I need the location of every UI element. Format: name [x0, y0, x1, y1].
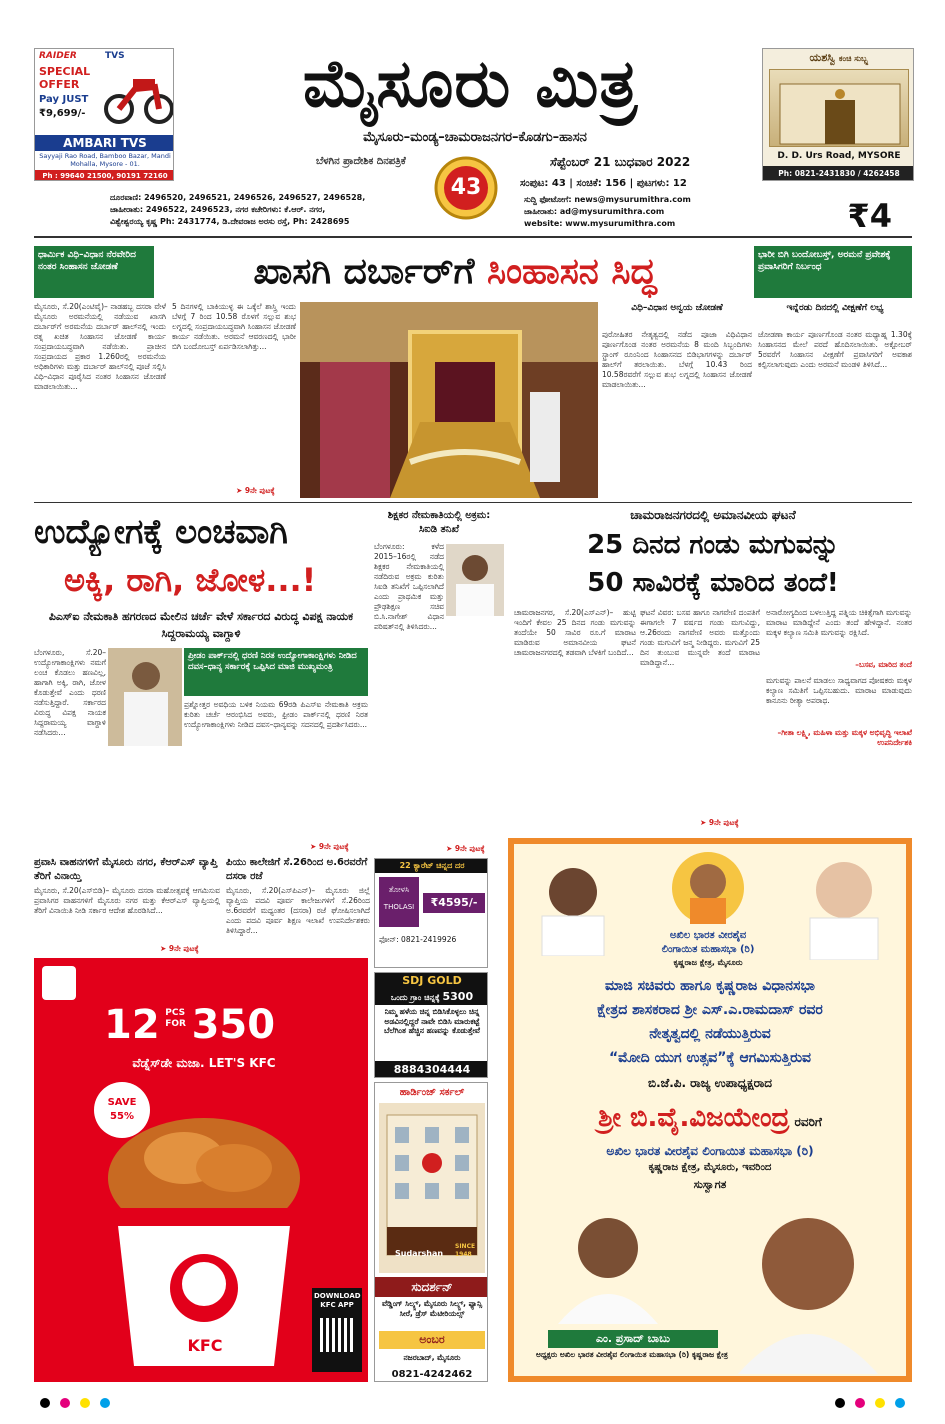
- gold-rate-ad[interactable]: [374, 858, 488, 968]
- masthead-title: ಮೈಸೂರು ಮಿತ್ರ: [302, 45, 639, 122]
- email-line: ಜಾಹೀರಾತು: ad@mysurumithra.com: [524, 207, 665, 216]
- dealer-address: Sayyaji Rao Road, Bamboo Bazar, Mandi Mohalla, Mysore - 01.: [39, 152, 171, 168]
- vijayendra-suffix: ರವರಿಗೆ: [794, 1115, 822, 1129]
- ad-line-4: “ಮೋದಿ ಯುಗ ಉತ್ಸವ”ಕ್ಕೆ ಆಗಮಿಸುತ್ತಿರುವ: [608, 1050, 812, 1066]
- vijayendra-photo: [718, 1194, 898, 1374]
- sudarshan-heading: ಹಾರ್ಡಿಂಜ್ ಸರ್ಕಲ್: [399, 1087, 465, 1098]
- anniversary-emblem: [428, 152, 504, 222]
- gold-ad-contact: ಫೋನ್: 0821-2419926: [379, 935, 457, 944]
- dealer-phone: Ph : 99640 21500, 90191 72160: [35, 170, 174, 181]
- email-line: ಸುದ್ದಿ ಫೋಟೋಗೆ: news@mysurumithra.com: [524, 195, 691, 204]
- kfc-bucket-image: [104, 1108, 304, 1368]
- yashasvi-subtitle: ಕಂಚಿ ಸುಬ್ಬ್ಲ: [838, 54, 869, 63]
- ad-line-6: ಅಖಿಲ ಭಾರತ ವೀರಶೈವ ಲಿಂಗಾಯಿತ ಮಹಾಸಭಾ (ರಿ): [606, 1144, 814, 1158]
- website-line: website: www.mysurumithra.com: [524, 219, 676, 228]
- lead-col-1: ಮೈಸೂರು, ಸೆ.20(ಎಂಟಿವೈ)– ನಾಡಹಬ್ಬ ದಸರಾ ವೇಳೆ ಮೈಸೂರು ಅರಮನೆಯಲ್ಲಿ ನಡೆಯುವ ಖಾಸಗಿ ದರ್ಬಾರ್‌ಗೆ ಅರಮನೆಯ ದರ್ಬಾರ್ ಹಾಲ್‌ನಲ್ಲಿ ಇಂದು ರತ್ನ ಖಚಿತ ಸಿಂಹಾಸನ ಜೋಡಣೆ ಕಾರ್ಯ ಸಂಪ್ರದಾಯಬದ್ಧವಾಗಿ ನಡೆಯಿತು. ಪ್ರಾಚೀನ ಸಂಪ್ರದಾಯದ ಪ್ರಕಾರ 1.260ರಲ್ಲಿ ಅರಮನೆಯ ಅಧಿಕಾರಿಗಳು ಮತ್ತು ದರ್ಬಾರ್ ಹಾಲ್‌ನಲ್ಲಿ ಪೂಜೆ ಸಲ್ಲಿಸಿ ವಿಧಿ–ವಿಧಾನ ಪೂರೈಸಿದ ನಂತರ ಸಿಂಹಾಸನ ಜೋಡಣೆ ಮಾಡಲಾಯಿತು...: [34, 302, 166, 391]
- kfc-save: SAVE 55%: [107, 1097, 137, 1122]
- kfc-tagline: ವೆಡ್ನೆಸ್‌ಡೇ ಮಜಾ. LET'S KFC: [132, 1056, 276, 1070]
- registration-dot: [875, 1398, 885, 1408]
- story3-headline: ಸಿಐಡಿ ತನಿಖೆ: [418, 524, 460, 535]
- offer-price: ₹9,699/-: [39, 108, 86, 119]
- tvs-logo: TVS: [105, 51, 125, 61]
- brief1-body: ಮೈಸೂರು, ಸೆ.20(ಎಸ್‌ಬಿಡಿ)– ಮೈಸೂರು ದಸರಾ ಮಹೋತ್ಸವಕ್ಕೆ ಆಗಮಿಸುವ ಪ್ರವಾಸಿಗರ ವಾಹನಗಳಿಗೆ ಮೈಸೂರು ನಗರ ಮತ್ತು ಕೆಆರ್‌ಎಸ್ ವ್ಯಾಪ್ತಿಯಲ್ಲಿ ತೆರಿಗೆ ವಿನಾಯಿತಿ ನೀಡಿ ಸರ್ಕಾರ ಆದೇಶ ಹೊರಡಿಸಿದೆ...: [34, 886, 220, 915]
- ear-ad-left[interactable]: [34, 48, 174, 181]
- pay-just: Pay JUST: [39, 94, 89, 105]
- story4-quote-1-by: –ಬಸವ, ಮಾರಿದ ತಂದೆ: [855, 660, 912, 669]
- lead-side-text: ಪುರೋಹಿತರ ನೇತೃತ್ವದಲ್ಲಿ ನಡೆದ ಪೂಜಾ ವಿಧಿವಿಧಾನ ಪೂರ್ಣಗೊಂಡ ನಂತರ ಅರಮನೆಯ 8 ಮಂದಿ ಸಿಬ್ಬಂದಿಗಳು ಸ್ಟ್ರಾಂಗ್ ರೂಂನಿಂದ ಸಿಂಹಾಸನದ ಬಿಡಿಭಾಗಗಳನ್ನು ದರ್ಬಾರ್ ಹಾಲ್‌ಗೆ ತರಲಾಯಿತು. ಬೆಳಗ್ಗೆ 10.43 ರಿಂದ 10.58ರವರೆಗೆ ಸಲ್ಲುವ ಶುಭ ಲಗ್ನದಲ್ಲಿ ಸಿಂಹಾಸನ ಜೋಡಣೆ ಮಾಡಲಾಯಿತು...: [602, 330, 752, 389]
- registration-dot: [835, 1398, 845, 1408]
- org-line-1: ಅಖಿಲ ಭಾರತ ವೀರಶೈವ: [669, 930, 747, 941]
- kfc-count: 12: [104, 1002, 160, 1048]
- registration-dot: [895, 1398, 905, 1408]
- brief1-headline: ಪ್ರವಾಸಿ ವಾಹನಗಳಿಗೆ ಮೈಸೂರು ನಗರ, ಕೆಆರ್‌ಎಸ್ ವ್ಯಾಪ್ತಿ ತೆರಿಗೆ ವಿನಾಯ್ತಿ: [34, 857, 218, 882]
- kfc-app: DOWNLOAD KFC APP: [314, 1292, 361, 1309]
- brief2-headline: ಪಿಯು ಕಾಲೇಜಿಗೆ ಸೆ.26ರಿಂದ ಅ.6ರವರೆಗೆ ದಸರಾ ರಜೆ: [226, 857, 368, 882]
- kfc-ad[interactable]: [34, 958, 368, 1382]
- showroom-address: D. D. Urs Road, MYSORE: [777, 151, 901, 161]
- ad-line-2: ಕ್ಷೇತ್ರದ ಶಾಸಕರಾದ ಶ್ರೀ ಎಸ್.ಎ.ರಾಮದಾಸ್ ರವರ: [597, 1002, 823, 1018]
- political-ad[interactable]: [508, 838, 912, 1382]
- sdj-brand: SDJ GOLD: [375, 973, 488, 989]
- email-block: [524, 194, 764, 234]
- registration-dot: [80, 1398, 90, 1408]
- kfc-brand: KFC: [187, 1336, 223, 1355]
- showroom-image: [769, 69, 909, 147]
- story4-quote-2: ಮಗುವನ್ನು ಪಾಲನೆ ಮಾಡಲು ಸಾಧ್ಯವಾಗದ ಪೋಷಕರು ಮಕ್ಕಳ ಕಲ್ಯಾಣ ಸಮಿತಿಗೆ ಒಪ್ಪಿಸಬಹುದು. ಮಾರಾಟ ಮಾಡುವುದು ಕಾನೂನು ರೀತ್ಯಾ ಅಪರಾಧ.: [766, 676, 912, 705]
- sudarshan-phone[interactable]: 0821-4242462: [391, 1369, 473, 1380]
- story3-kicker: ಶಿಕ್ಷಕರ ನೇಮಕಾತಿಯಲ್ಲಿ ಅಕ್ರಮ:: [387, 510, 491, 521]
- registration-dot: [60, 1398, 70, 1408]
- contact-line: ದೂರವಾಣಿ: 2496520, 2496521, 2496526, 2496527, 2496528,: [110, 193, 366, 202]
- kfc-for: FOR: [165, 1019, 186, 1029]
- kfc-price: 350: [191, 1002, 276, 1048]
- sdj-phone[interactable]: 8884304444: [375, 1061, 488, 1078]
- throne-photo: [300, 302, 598, 498]
- sdj-rate: 5300: [442, 990, 474, 1003]
- org-line-2: ಲಿಂಗಾಯಿತ ಮಹಾಸಭಾ (ರಿ): [661, 944, 755, 955]
- tholasi-logo: [379, 877, 419, 927]
- lead-more[interactable]: ➤ 9ನೇ ಪುಟಕ್ಕೆ: [236, 486, 275, 495]
- sudarshan-line: ವೆಡ್ಡಿಂಗ್ ಸಿಲ್ಕ್ಸ್, ಮೈಸೂರು ಸಿಲ್ಕ್ಸ್, ಫ್ಯಾನ್ಸಿ ಸೀರೆ, ಡ್ರೆಸ್ ಮೆಟೀರಿಯಲ್ಸ್: [382, 1299, 482, 1318]
- sudarshan-ad[interactable]: [374, 1082, 488, 1382]
- story4-body-b: ಘಟನೆ ವಿವರ: ಬಸವ ಹಾಗೂ ನಾಗವೇಣಿ ದಂಪತಿಗೆ ಈಗಾಗಲೇ 7 ವರ್ಷದ ಗಂಡು ಮಗುವಿದ್ದು, ಆ.26ರಂದು ನಾಗವೇಣಿ ಅವರು ಮತ್ತೊಂದು ಗಂಡು ಮಗುವಿಗೆ ಜನ್ಮ ನೀಡಿದ್ದರು. ಮಗುವಿಗೆ 25 ದಿನ ತುಂಬುವ ಮುನ್ನವೇ ತಂದೆ ಮಾರಾಟ ಮಾಡಿದ್ದಾನೆ...: [640, 608, 760, 667]
- tholasi-brand-kn: ತೋಳಸಿ: [388, 885, 410, 894]
- brief1-more[interactable]: ➤ 9ನೇ ಪುಟಕ್ಕೆ: [160, 944, 199, 953]
- anniversary-number: 43: [450, 175, 482, 200]
- vijayendra-name: ಶ್ರೀ ಬಿ.ವೈ.ವಿಜಯೇಂದ್ರ: [598, 1103, 790, 1133]
- prasad-photo: [548, 1204, 668, 1324]
- registration-dot: [855, 1398, 865, 1408]
- edition-date: ಸೆಪ್ಟೆಂಬರ್ 21 ಬುಧವಾರ 2022: [550, 155, 691, 169]
- story4-body-a: ಚಾಮರಾಜನಗರ, ಸೆ.20(ಎಸ್‌ಎನ್)– ಹುಟ್ಟಿ ಇಂದಿಗೆ ಕೇವಲ 25 ದಿನದ ಗಂಡು ಮಗುವನ್ನು ತಂದೆಯೇ 50 ಸಾವಿರ ರೂ.ಗೆ ಮಾರಾಟ ಮಾಡಿರುವ ಅಮಾನವೀಯ ಘಟನೆ ಚಾಮರಾಜನಗರದಲ್ಲಿ ತಡವಾಗಿ ಬೆಳಕಿಗೆ ಬಂದಿದೆ...: [514, 608, 636, 657]
- brief2-body: ಮೈಸೂರು, ಸೆ.20(ಎಸ್‌ಪಿಎನ್)– ಮೈಸೂರು ಜಿಲ್ಲೆ ವ್ಯಾಪ್ತಿಯ ಪದವಿ ಪೂರ್ವ ಕಾಲೇಜುಗಳಿಗೆ ಸೆ.26ರಿಂದ ಅ.6ರವರೆಗೆ ಮಧ್ಯಂತರ (ದಸರಾ) ರಜೆ ಘೋಷಿಸಲಾಗಿದೆ ಎಂದು ಪದವಿ ಪೂರ್ವ ಶಿಕ್ಷಣ ಇಲಾಖೆ ಉಪನಿರ್ದೇಶಕರು ತಿಳಿಸಿದ್ದಾರೆ...: [226, 886, 370, 935]
- ad-line-1: ಮಾಜಿ ಸಚಿವರು ಹಾಗೂ ಕೃಷ್ಣರಾಜ ವಿಧಾನಸಭಾ: [605, 978, 815, 994]
- story4-quote-1: ಅನಾರೋಗ್ಯದಿಂದ ಬಳಲುತ್ತಿದ್ದ ಪತ್ನಿಯ ಚಿಕಿತ್ಸೆಗಾಗಿ ಮಗುವನ್ನು ಮಾರಾಟ ಮಾಡಿದ್ದೇನೆ ಎಂದು ತಂದೆ ಹೇಳಿದ್ದಾನೆ. ನಂತರ ಮಕ್ಕಳ ಕಲ್ಯಾಣ ಸಮಿತಿ ಮಗುವನ್ನು ರಕ್ಷಿಸಿದೆ.: [766, 608, 912, 637]
- kfc-logo-top: [42, 966, 76, 1000]
- lead-far-heading: ಇನ್ನೆರಡು ದಿನದಲ್ಲಿ ವೀಕ್ಷಣೆಗೆ ಲಭ್ಯ: [786, 303, 884, 313]
- motorcycle-image: [103, 65, 173, 125]
- qr-code-icon: [320, 1318, 354, 1352]
- story2-box: ಪ್ರೀಡಂ ಪಾರ್ಕ್‌ನಲ್ಲಿ ಧರಣಿ ನಿರತ ಉದ್ಯೋಗಾಕಾಂಕ್ಷಿಗಳು ನೀಡಿದ ದವಸ–ಧಾನ್ಯ ಸರ್ಕಾರಕ್ಕೆ ಒಪ್ಪಿಸಿದ ಮಾಜಿ ಮುಖ್ಯಮಂತ್ರಿ: [184, 648, 368, 696]
- gold-ad-heading: 22 ಕ್ಯಾರೆಟ್ ಚಿನ್ನದ ದರ: [375, 859, 488, 873]
- story4-more[interactable]: ➤ 9ನೇ ಪುಟಕ್ಕೆ: [700, 818, 739, 827]
- yashasvi-brand: ಯಶಸ್ವಿ: [809, 51, 836, 64]
- registration-dot: [100, 1398, 110, 1408]
- leader-photo-right: [794, 850, 894, 960]
- gold-rate: ₹4595/-: [423, 893, 485, 913]
- org-line-3: ಕೃಷ್ಣರಾಜ ಕ್ಷೇತ್ರ, ಮೈಸೂರು: [673, 958, 743, 967]
- sdj-body: ನಿಮ್ಮ ಹಳೆಯ ಚಿನ್ನ ಬಿಡಿಸಿಕೊಳ್ಳಲು ಚಿನ್ನ ಅಡವಿನಲ್ಲಿದ್ದರೆ ನಾವೇ ಬಿಡಿಸಿ ಮಾರುಕಟ್ಟೆ ಬೆಲೆಗಿಂತ ಹೆಚ್ಚಿನ ಹಣವನ್ನು ಕೊಡುತ್ತೇವೆ: [384, 1007, 480, 1035]
- story3-body: ಬೆಂಗಳೂರು: ಕಳೆದ 2015–16ರಲ್ಲಿ ನಡೆದ ಶಿಕ್ಷಕರ ನೇಮಕಾತಿಯಲ್ಲಿ ನಡೆದಿರುವ ಅಕ್ರಮ ಕುರಿತು ಸಿಐಡಿ ತನಿಖೆಗೆ ಒಪ್ಪಿಸಲಾಗಿದೆ ಎಂದು ಪ್ರಾಥಮಿಕ ಮತ್ತು ಪ್ರೌಢಶಿಕ್ಷಣ ಸಚಿವ ಬಿ.ಸಿ.ನಾಗೇಶ್ ವಿಧಾನ ಪರಿಷತ್‌ನಲ್ಲಿ ತಿಳಿಸಿದರು...: [374, 542, 444, 631]
- lead-kicker-left: ಧಾರ್ಮಿಕ ವಿಧಿ–ವಿಧಾನ ನೆರವೇರಿದ ನಂತರ ಸಿಂಹಾಸನ ಜೋಡಣೆ: [34, 246, 154, 298]
- contact-block: [110, 192, 428, 232]
- contact-line: ಜಾಹೀರಾತು: 2496522, 2496523, ನಗರ ಕಚೇರಿಗಳು: ಕೆ.ಆರ್. ನಗರ,: [110, 205, 326, 214]
- price: ₹4: [847, 197, 892, 235]
- ad-line-7: ಕೃಷ್ಣರಾಜ ಕ್ಷೇತ್ರ, ಮೈಸೂರು, ಇವರಿಂದ: [648, 1162, 772, 1173]
- lead-far-text: ಜೋಡಣಾ ಕಾರ್ಯ ಪೂರ್ಣಗೊಂಡ ನಂತರ ಮಧ್ಯಾಹ್ನ 1.30ಕ್ಕೆ ಸಿಂಹಾಸನದ ಮೇಲೆ ಪರದೆ ಹೊದಿಸಲಾಯಿತು. ಅಕ್ಟೋಬರ್ 5ರವರೆಗೆ ಸಿಂಹಾಸನ ವೀಕ್ಷಣೆಗೆ ಪ್ರವಾಸಿಗರಿಗೆ ಅವಕಾಶ ಕಲ್ಪಿಸಲಾಗುವುದು ಎಂದು ಅರಮನೆ ಮಂಡಳಿ ತಿಳಿಸಿದೆ...: [758, 330, 912, 369]
- ambari-tvs: AMBARI TVS: [35, 135, 174, 151]
- kfc-pcs: PCS: [165, 1008, 186, 1018]
- sudarshan-brand-kn: ಸುದರ್ಶನ್: [375, 1277, 488, 1297]
- sdj-gold-ad[interactable]: [374, 972, 488, 1078]
- story3-photo: [446, 544, 504, 616]
- ear-ad-right[interactable]: [762, 48, 914, 181]
- sudarshan-place: ನಜರಬಾದ್, ಮೈಸೂರು: [403, 1353, 461, 1362]
- story2-body-b: ಪ್ರಶ್ನೋತ್ತರ ಅವಧಿಯ ಬಳಿಕ ನಿಯಮ 69ರಡಿ ಪಿಎಸ್‌ಐ ನೇಮಕಾತಿ ಅಕ್ರಮ ಕುರಿತು ಚರ್ಚೆ ಆರಂಭಿಸಿದ ಅವರು, ಫ್ರೀಡಂ ಪಾರ್ಕ್‌ನಲ್ಲಿ ಧರಣಿ ನಿರತ ಉದ್ಯೋಗಾಕಾಂಕ್ಷಿಗಳು ನೀಡಿದ ದವಸ–ಧಾನ್ಯವನ್ನು ಸದನದಲ್ಲಿ ಪ್ರದರ್ಶಿಸಿದರು...: [184, 700, 368, 729]
- leader-photo-left: [528, 856, 618, 956]
- showroom-phone: Ph: 0821-2431830 / 4262458: [763, 166, 914, 181]
- story2-more[interactable]: ➤ 9ನೇ ಪುಟಕ್ಕೆ: [310, 842, 349, 851]
- sudarshan-brand-en: Sudarshan: [395, 1249, 444, 1258]
- sdj-line: ಒಂದು ಗ್ರಾಂ ಚಿನ್ನಕ್ಕೆ: [390, 993, 440, 1002]
- ad-line-5: ಬಿ.ಜೆ.ಪಿ. ರಾಜ್ಯ ಉಪಾಧ್ಯಕ್ಷರಾದ: [648, 1076, 772, 1090]
- guru-photo: [668, 848, 748, 928]
- lead-headline-b: ಸಿಂಹಾಸನ ಸಿದ್ಧ: [486, 251, 657, 292]
- lead-kicker-right: ಭಾರೀ ಬಿಗಿ ಬಂದೋಬಸ್ತ್, ಅರಮನೆ ಪ್ರವೇಶಕ್ಕೆ ಪ್ರವಾಸಿಗರಿಗೆ ನಿರ್ಬಂಧ: [754, 246, 912, 298]
- story2-deck: ಪಿಎಸ್‌ಐ ನೇಮಕಾತಿ ಹಗರಣದ ಮೇಲಿನ ಚರ್ಚೆ ವೇಳೆ ಸರ್ಕಾರದ ವಿರುದ್ಧ ವಿಪಕ್ಷ ನಾಯಕ ಸಿದ್ದರಾಮಯ್ಯ ವಾಗ್ದಾಳಿ: [48, 610, 354, 640]
- story4-quote-2-by: –ಗೀತಾ ಲಕ್ಷ್ಮಿ, ಮಹಿಳಾ ಮತ್ತು ಮಕ್ಕಳ ಅಭಿವೃದ್ಧಿ ಇಲಾಖೆ ಉಪನಿರ್ದೇಶಕಿ: [777, 728, 912, 747]
- story4-headline-b: 50 ಸಾವಿರಕ್ಕೆ ಮಾರಿದ ತಂದೆ!: [587, 568, 839, 598]
- signatory-title: ಅಧ್ಯಕ್ಷರು ಅಖಿಲ ಭಾರತ ವೀರಶೈವ ಲಿಂಗಾಯಿತ ಮಹಾಸಭಾ (ರಿ) ಕೃಷ್ಣರಾಜ ಕ್ಷೇತ್ರ: [536, 1350, 728, 1359]
- story2-headline-a: ಉದ್ಯೋಗಕ್ಕೆ ಲಂಚವಾಗಿ: [34, 512, 288, 552]
- story2-headline-b: ಅಕ್ಕಿ, ರಾಗಿ, ಜೋಳ...!: [64, 561, 317, 599]
- lead-col-2: 5 ದಿನಗಳಲ್ಲಿ ಬಾಕಿಯುಳ್ಳ ಈ ಒಕ್ಕೆಲೆ ಶಾಸ್ತ್ರಿ ಇಂದು ಬೆಳಗ್ಗೆ 7 ರಿಂದ 10.58 ರೊಳಗೆ ಸಲ್ಲುವ ಶುಭ ಲಗ್ನದಲ್ಲಿ ಸಂಪ್ರದಾಯಬದ್ಧವಾಗಿ ಸಿಂಹಾಸನ ಜೋಡಣೆ ಕಾರ್ಯ ನಡೆಯಿತು. ಅರಮನೆ ಆವರಣದಲ್ಲಿ ಭಾರೀ ಬಿಗಿ ಬಂದೋಬಸ್ತ್ ಏರ್ಪಡಿಸಲಾಗಿತ್ತು...: [172, 302, 296, 351]
- lead-side-heading: ವಿಧಿ–ವಿಧಾನ ಅನ್ವಯ ಜೋಡಣೆ: [631, 303, 723, 313]
- masthead-tagline: ಬೆಳಗಿನ ಪ್ರಾದೇಶಿಕ ದಿನಪತ್ರಿಕೆ: [316, 156, 406, 167]
- ad-line-3: ನೇತೃತ್ವದಲ್ಲಿ ನಡೆಯುತ್ತಿರುವ: [649, 1026, 771, 1042]
- registration-dot: [40, 1398, 50, 1408]
- ad-line-8: ಸುಸ್ವಾಗತ: [693, 1178, 727, 1191]
- lead-headline-a: ಖಾಸಗಿ ದರ್ಬಾರ್‌ಗೆ: [253, 251, 475, 292]
- raider-brand: RAIDER: [39, 51, 77, 61]
- tholasi-brand: THOLASI: [383, 903, 415, 911]
- signatory-name: ಎಂ. ಪ್ರಸಾದ್ ಬಾಬು: [548, 1330, 718, 1348]
- story2-body-a: ಬೆಂಗಳೂರು, ಸೆ.20– ಉದ್ಯೋಗಾಕಾಂಕ್ಷಿಗಳು ನಮಗೆ ಲಂಚ ಕೊಡಲು ಹಣವಿಲ್ಲ, ಹಾಗಾಗಿ ಅಕ್ಕಿ, ರಾಗಿ, ಜೋಳ ಕೊಡುತ್ತೇವೆ ಎಂದು ಧರಣಿ ನಡೆಸುತ್ತಿದ್ದಾರೆ. ಸರ್ಕಾರದ ವಿರುದ್ಧ ವಿಪಕ್ಷ ನಾಯಕ ಸಿದ್ದರಾಮಯ್ಯ ವಾಗ್ದಾಳಿ ನಡೆಸಿದರು...: [34, 648, 106, 737]
- story4-kicker: ಚಾಮರಾಜನಗರದಲ್ಲಿ ಅಮಾನವೀಯ ಘಟನೆ: [630, 508, 796, 522]
- sudarshan-since: SINCE 1948: [455, 1243, 476, 1258]
- kfc-app-badge[interactable]: [312, 1288, 362, 1372]
- contact-line: ವಿಶ್ವೇಶ್ವರಯ್ಯ ಕೃಷ್ಣ Ph: 2431774, ಡಿ.ದೇವರಾಜ ಅರಸು ರಸ್ತೆ, Ph: 2428695: [110, 217, 350, 226]
- special-offer: SPECIAL OFFER: [39, 65, 91, 91]
- issue-info: ಸಂಪುಟ: 43 | ಸಂಚಿಕೆ: 156 | ಪುಟಗಳು: 12: [520, 178, 687, 189]
- masthead-districts: ಮೈಸೂರು–ಮಂಡ್ಯ–ಚಾಮರಾಜನಗರ–ಕೊಡಗು–ಹಾಸನ: [363, 130, 587, 145]
- ambar-brand: ಅಂಬರ: [379, 1331, 485, 1349]
- story2-photo: [108, 648, 182, 746]
- story3-more[interactable]: ➤ 9ನೇ ಪುಟಕ್ಕೆ: [446, 844, 485, 853]
- story4-headline-a: 25 ದಿನದ ಗಂಡು ಮಗುವನ್ನು: [587, 530, 839, 560]
